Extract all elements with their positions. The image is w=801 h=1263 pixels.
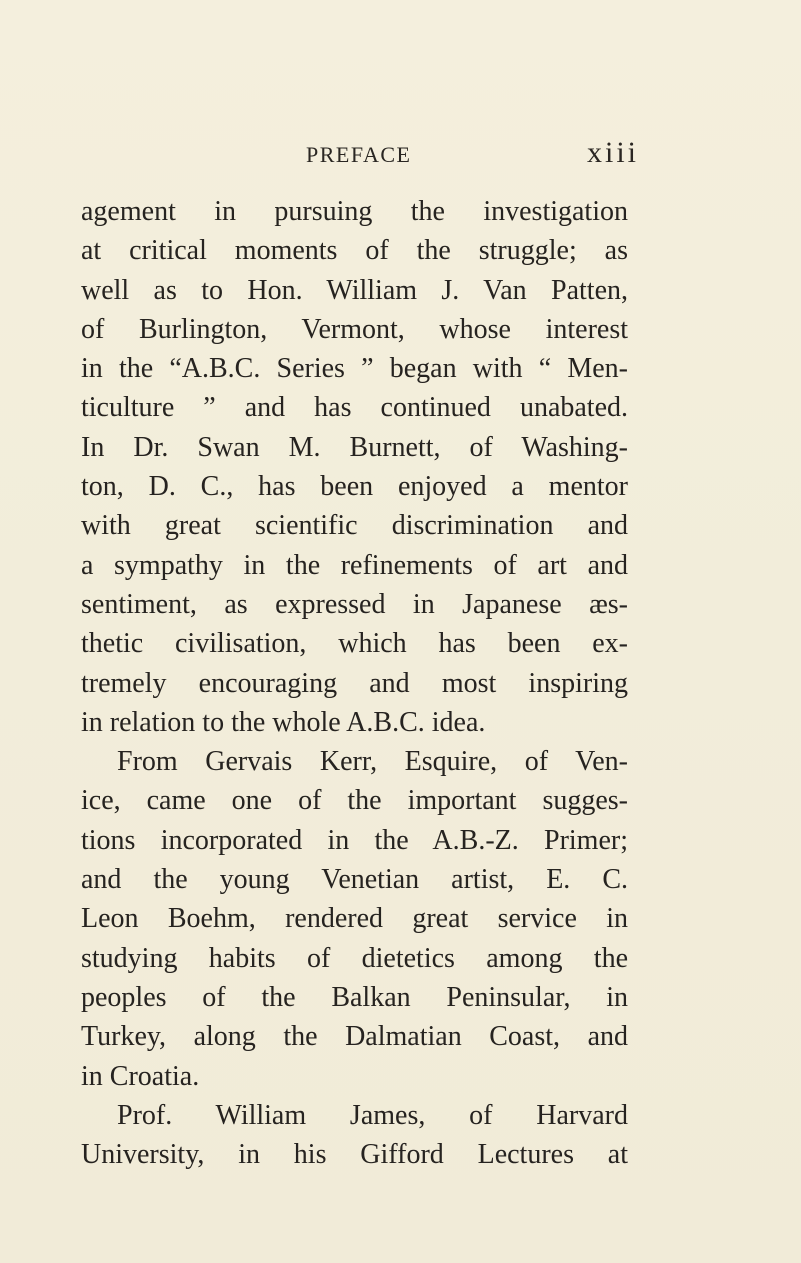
text-line: tions incorporated in the A.B.-Z. Primer; bbox=[81, 824, 628, 856]
text-line: From Gervais Kerr, Esquire, of Ven- bbox=[117, 746, 628, 778]
body-text bbox=[81, 192, 628, 1174]
text-line: peoples of the Balkan Peninsular, in bbox=[81, 981, 628, 1013]
text-line: studying habits of dietetics among the bbox=[81, 942, 628, 974]
text-line: in relation to the whole A.B.C. idea. bbox=[81, 706, 486, 738]
text-line: of Burlington, Vermont, whose interest bbox=[81, 313, 628, 345]
text-line: Prof. William James, of Harvard bbox=[117, 1099, 628, 1131]
text-line: sentiment, as expressed in Japanese æs- bbox=[81, 588, 628, 620]
text-line: Leon Boehm, rendered great service in bbox=[81, 903, 628, 935]
text-line: and the young Venetian artist, E. C. bbox=[81, 864, 628, 896]
text-line: University, in his Gifford Lectures at bbox=[81, 1139, 628, 1171]
page-number: xiii bbox=[587, 136, 640, 169]
text-line: ton, D. C., has been enjoyed a mentor bbox=[81, 471, 628, 503]
text-line: in the “A.B.C. Series ” began with “ Men- bbox=[81, 353, 628, 385]
text-line: well as to Hon. William J. Van Patten, bbox=[81, 274, 628, 306]
text-line: ticulture ” and has continued unabated. bbox=[81, 392, 628, 424]
text-line: In Dr. Swan M. Burnett, of Washing- bbox=[81, 431, 628, 463]
text-line: agement in pursuing the investigation bbox=[81, 196, 628, 227]
text-line: ice, came one of the important sugges- bbox=[81, 785, 628, 817]
running-head-title: PREFACE bbox=[306, 142, 412, 167]
running-head bbox=[0, 136, 801, 176]
text-line: in Croatia. bbox=[81, 1060, 200, 1092]
text-line: tremely encouraging and most inspiring bbox=[81, 667, 628, 699]
text-line: Turkey, along the Dalmatian Coast, and bbox=[81, 1021, 628, 1053]
text-line: with great scientific discrimination and bbox=[81, 510, 628, 542]
text-line: thetic civilisation, which has been ex- bbox=[81, 628, 628, 660]
text-line: a sympathy in the refinements of art and bbox=[81, 549, 628, 581]
text-line: at critical moments of the struggle; as bbox=[81, 235, 628, 267]
